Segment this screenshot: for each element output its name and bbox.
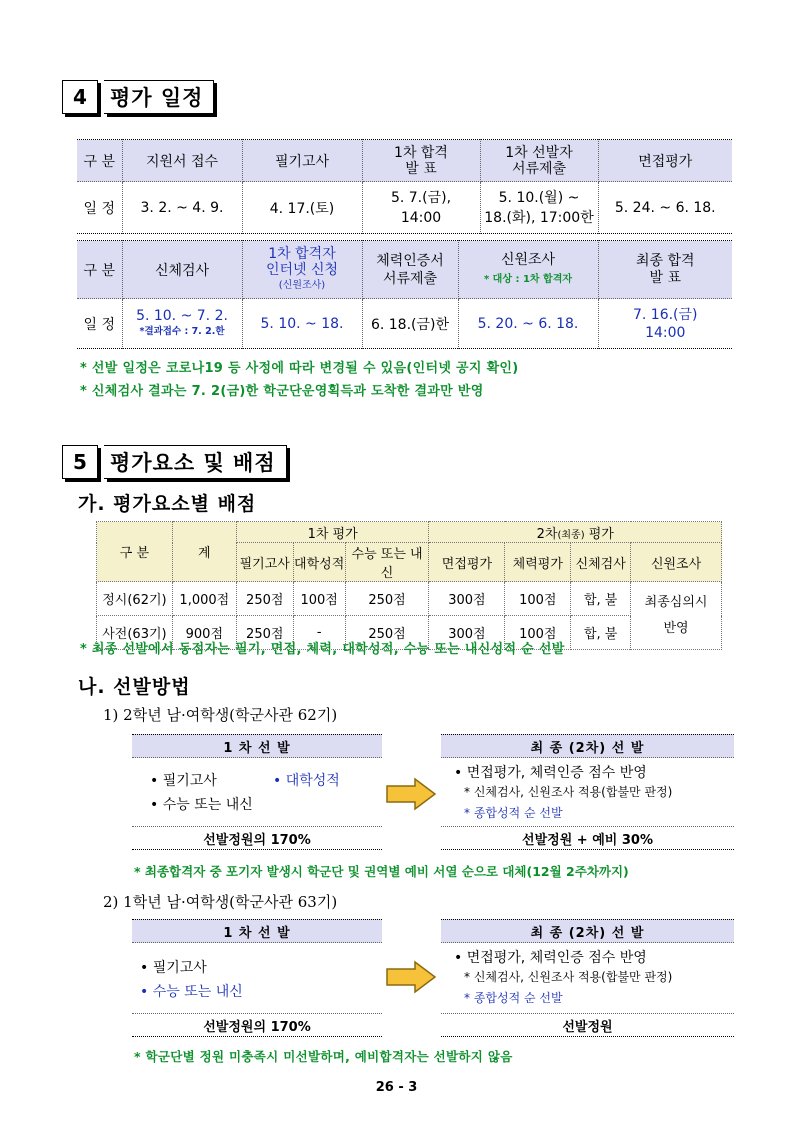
schedule2-h4-line1: 신원조사 [500,251,556,268]
schedule1-h0: 구 분 [77,140,122,182]
method1-left-item-2: • 대학성적 [273,773,340,789]
schedule1-h3: 1차 합격 발 표 [362,140,480,182]
schedule2-h4 [458,241,598,299]
schedule-note-2: * 신체검사 결과는 7. 2(금)한 학군단운영획득과 도착한 결과만 반영 [80,384,484,399]
score-header-row-1 [97,522,722,543]
schedule2-h2 [242,241,362,299]
schedule2-d0: 일 정 [77,299,122,349]
schedule1-h5: 면접평가 [598,140,732,182]
method2-right-footer: 선발정원 [441,1013,734,1037]
score-merged-last: 최종심의시 반영 [631,582,722,650]
method2-right-item-3: * 종합성적 순 선발 [464,991,563,1005]
score-r1-c0: 정시(62기) [97,582,173,616]
schedule1-d3: 5. 7.(금), 14:00 [362,182,480,234]
schedule2-h2-line2: 인터넷 신청 [265,261,339,278]
score-table [96,521,722,650]
schedule1-d4: 5. 10.(월) ~ 18.(화), 17:00한 [480,182,598,234]
section4-title: 평가 일정 [104,80,214,114]
schedule1-h1: 지원서 접수 [122,140,242,182]
score-sh-1: 대학성적 [293,543,345,582]
schedule2-h3: 체력인증서 서류제출 [362,241,458,299]
method2-left-item-1: • 필기고사 [140,960,207,976]
schedule-note-1: * 선발 일정은 코로나19 등 사정에 따라 변경될 수 있음(인터넷 공지 확인) [80,361,519,376]
schedule2-d2: 5. 10. ~ 18. [242,299,362,349]
score-r2-c3: - [293,616,345,650]
section5-header [62,445,287,479]
score-r2-c6: 100점 [505,616,571,650]
score-sh-5: 신체검사 [571,543,631,582]
schedule2-d4: 5. 20. ~ 6. 18. [458,299,598,349]
score-r1-c6: 100점 [505,582,571,616]
method2-left-header: 1 차 선 발 [132,919,382,943]
schedule2-d3: 6. 18.(금)한 [362,299,458,349]
method2-right-item-1: • 면접평가, 체력인증 점수 반영 [454,950,647,966]
score-sh-4: 체력평가 [505,543,571,582]
section4-number: 4 [62,80,98,114]
score-h-total: 계 [172,522,236,582]
score-r1-c2: 250점 [236,582,293,616]
method1-right-item-1: • 면접평가, 체력인증 점수 반영 [454,765,647,781]
schedule2-d5: 7. 16.(금) 14:00 [598,299,732,349]
score-sh-3: 면접평가 [429,543,505,582]
score-r2-c7: 합, 불 [571,616,631,650]
score-row-1 [97,582,722,616]
method1-left-item-3: • 수능 또는 내신 [150,797,253,813]
method1-left-header: 1 차 선 발 [132,734,382,758]
subsection-b-title: 나. 선발방법 [78,676,191,698]
method2-right-header: 최 종 (2차) 선 발 [441,919,734,943]
schedule2-h2-line1: 1차 합격자 [268,245,336,262]
method1-right-footer: 선발정원 + 예비 30% [441,826,734,850]
schedule2-h4-line2: * 대상 : 1차 합격자 [483,273,573,285]
method1-right-item-3: * 종합성적 순 선발 [464,806,563,820]
schedule1-h4: 1차 선발자 서류제출 [480,140,598,182]
page-number: 26 - 3 [375,1080,418,1095]
section5-title: 평가요소 및 배점 [104,445,287,479]
method1-left-footer: 선발정원의 170% [132,826,382,850]
score-h-first: 1차 평가 [236,522,429,543]
method2-right-item-2: * 신체검사, 신원조사 적용(합불만 판정) [464,970,673,984]
schedule-table-2 [77,240,732,349]
score-h-second-b: (최종) [557,529,585,541]
method2-title: 2) 1학년 남·여학생(학군사관 63기) [103,893,338,911]
schedule1-d5: 5. 24. ~ 6. 18. [598,182,732,234]
section5-number: 5 [62,445,98,479]
score-h-second-a: 2차 [536,526,558,542]
score-note: * 최종 선발에서 동점자는 필기, 면접, 체력, 대학성적, 수능 또는 내신성적 순 선발 [80,642,565,657]
score-r2-c1: 900점 [172,616,236,650]
schedule1-header-row [77,140,732,182]
score-h-second-c: 평가 [584,526,614,542]
score-r2-c2: 250점 [236,616,293,650]
schedule2-h2-line3: (신원조사) [278,279,326,291]
subsection-a-title: 가. 평가요소별 배점 [78,493,257,515]
score-r2-c4: 250점 [345,616,429,650]
score-r1-c3: 100점 [293,582,345,616]
score-sh-0: 필기고사 [236,543,293,582]
section4-header [62,80,214,114]
schedule1-d1: 3. 2. ~ 4. 9. [122,182,242,234]
schedule1-h2: 필기고사 [242,140,362,182]
schedule2-h1: 신체검사 [122,241,242,299]
score-sh-6: 신원조사 [631,543,722,582]
schedule1-d0: 일 정 [77,182,122,234]
score-sh-2: 수능 또는 내신 [345,543,429,582]
score-r1-c1: 1,000점 [172,582,236,616]
score-r2-c0: 사전(63기) [97,616,173,650]
score-h-gubun: 구 분 [97,522,173,582]
method1-right-item-2: * 신체검사, 신원조사 적용(합불만 판정) [464,785,673,799]
schedule-table-1 [77,139,732,234]
schedule1-data-row [77,182,732,234]
method1-title: 1) 2학년 남·여학생(학군사관 62기) [103,706,338,724]
schedule2-h5: 최종 합격 발 표 [598,241,732,299]
schedule2-header-row [77,241,732,299]
schedule2-d1-line1: 5. 10. ~ 7. 2. [136,307,228,324]
schedule2-data-row [77,299,732,349]
score-r1-c4: 250점 [345,582,429,616]
score-r2-c5: 300점 [429,616,505,650]
method1-right-header: 최 종 (2차) 선 발 [441,734,734,758]
method1-note: * 최종합격자 중 포기자 발생시 학군단 및 권역별 예비 서열 순으로 대체(12월 2주차까지) [134,864,629,879]
schedule1-d2: 4. 17.(토) [242,182,362,234]
method2-left-footer: 선발정원의 170% [132,1013,382,1037]
method2-arrow-icon [385,960,437,994]
method1-left-item-1: • 필기고사 [150,773,217,789]
method2-left-item-2: • 수능 또는 내신 [140,984,243,1000]
schedule2-d1 [122,299,242,349]
method1-arrow-icon [385,777,437,811]
score-r1-c5: 300점 [429,582,505,616]
schedule2-d1-line2: *결과접수 : 7. 2.한 [139,325,225,337]
score-r1-c7: 합, 불 [571,582,631,616]
method2-note: * 학군단별 정원 미충족시 미선발하며, 예비합격자는 선발하지 않음 [134,1049,513,1064]
score-h-second [429,522,722,543]
schedule2-h0: 구 분 [77,241,122,299]
